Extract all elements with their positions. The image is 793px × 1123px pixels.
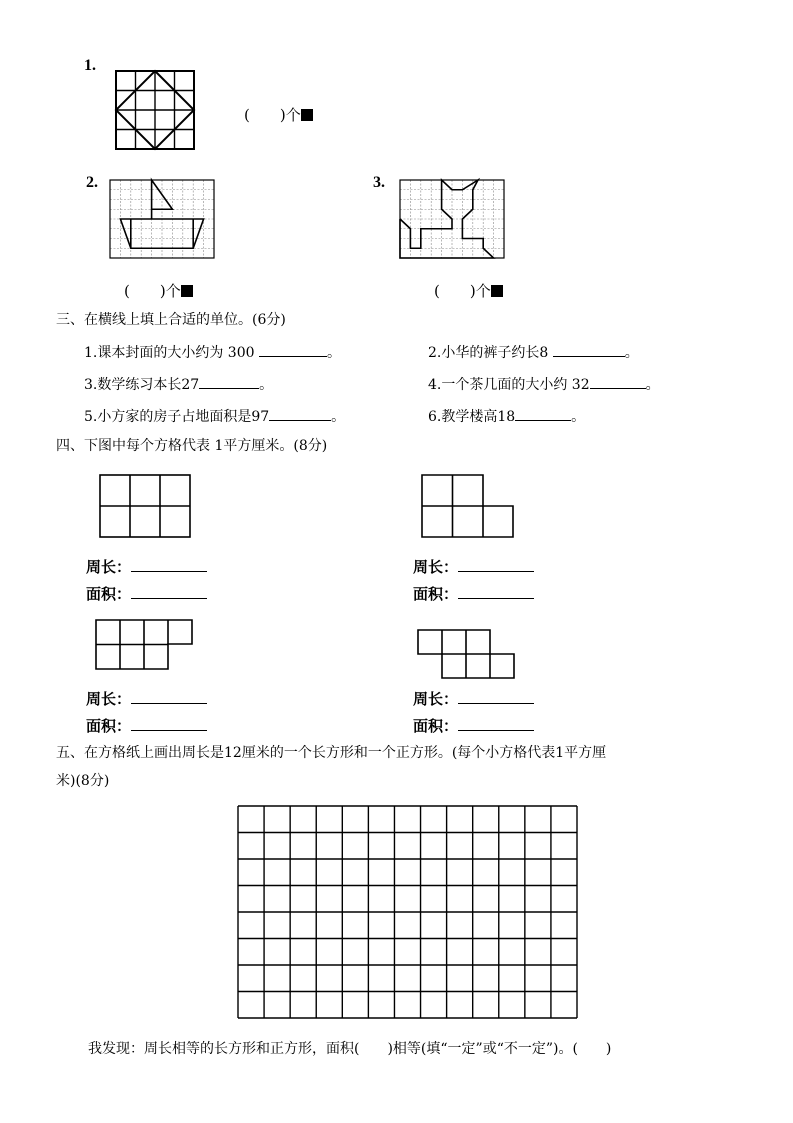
section3-item-1: 1.课本封面的大小约为 300 。 [84, 342, 341, 362]
shape-c-area: 面积： [86, 715, 207, 736]
answer-blank[interactable] [131, 584, 207, 599]
section3-item-4: 4.一个茶几面的大小约 32 。 [428, 374, 660, 394]
shape-b-perimeter: 周长： [413, 556, 534, 577]
figure-2-answer[interactable]: ( )个 [124, 280, 193, 301]
shape-b-l-grid [422, 475, 516, 539]
shape-d-stair-grid [418, 630, 516, 680]
shape-a-perimeter: 周长： [86, 556, 207, 577]
figure-3-number: 3. [373, 174, 385, 191]
answer-blank[interactable] [259, 342, 327, 357]
section3-item-3: 3.数学练习本长27 。 [84, 374, 273, 394]
section3-item-6: 6.教学楼高18 。 [428, 406, 585, 426]
answer-blank[interactable] [553, 342, 625, 357]
answer-blank[interactable] [515, 406, 571, 421]
square-icon [181, 285, 193, 297]
answer-blank[interactable] [269, 406, 331, 421]
shape-a-area: 面积： [86, 583, 207, 604]
section3-item-5: 5.小方家的房子占地面积是97 。 [84, 406, 345, 426]
shape-d-area: 面积： [413, 715, 534, 736]
answer-blank[interactable] [458, 716, 534, 731]
shape-b-area: 面积： [413, 583, 534, 604]
section4-title: 四、下图中每个方格代表 1平方厘米。(8分) [56, 438, 328, 454]
shape-c-grid [96, 620, 194, 672]
answer-blank[interactable] [458, 584, 534, 599]
figure-1-diamond-grid [116, 71, 196, 151]
answer-blank[interactable] [199, 374, 259, 389]
section3-item-2: 2.小华的裤子约长8 。 [428, 342, 639, 362]
shape-a-3x2-grid [100, 475, 192, 539]
answer-blank[interactable] [131, 689, 207, 704]
figure-2-number: 2. [86, 174, 98, 191]
figure-1-number: 1. [84, 57, 96, 74]
section5-finding[interactable]: 我发现：周长相等的长方形和正方形，面积( )相等(填“一定”或“不一定”)。( ) [88, 1041, 612, 1057]
figure-3-answer[interactable]: ( )个 [434, 280, 503, 301]
drawing-grid-paper[interactable] [238, 806, 580, 1020]
section5-title-line2: 米)(8分) [56, 773, 110, 789]
figure-3-cat-grid [400, 180, 506, 260]
answer-blank[interactable] [131, 557, 207, 572]
shape-c-perimeter: 周长： [86, 688, 207, 709]
answer-blank[interactable] [458, 557, 534, 572]
answer-blank[interactable] [131, 716, 207, 731]
shape-d-perimeter: 周长： [413, 688, 534, 709]
square-icon [301, 109, 313, 121]
figure-1-answer[interactable]: ( )个 [244, 104, 313, 125]
answer-blank[interactable] [590, 374, 646, 389]
square-icon [491, 285, 503, 297]
section3-title: 三、在横线上填上合适的单位。(6分) [56, 312, 286, 328]
answer-blank[interactable] [458, 689, 534, 704]
figure-2-boat-grid [110, 180, 216, 260]
section5-title-line1: 五、在方格纸上画出周长是12厘米的一个长方形和一个正方形。(每个小方格代表1平方厘 [56, 745, 607, 761]
